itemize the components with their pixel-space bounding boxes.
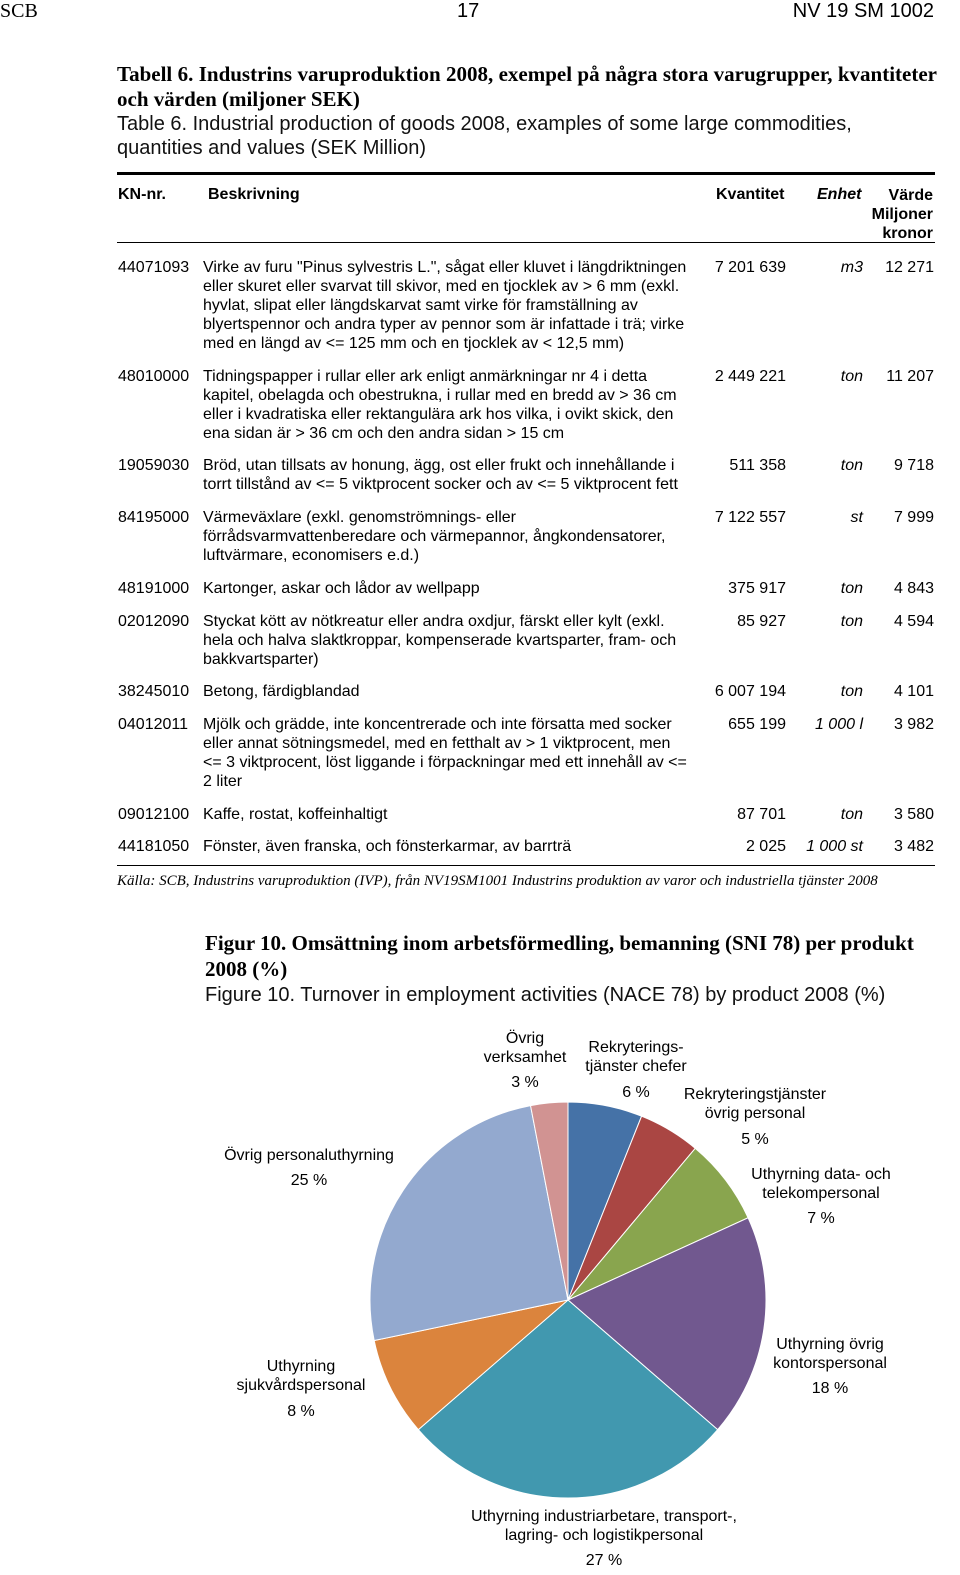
table-title-english: Table 6. Industrial production of goods 2008, examples of some large commodities, quantities and values (SEK Million) — [117, 113, 852, 159]
row-description: Värmeväxlare (exkl. genomströmnings- eller förrådsvarmvattenberedare och värmepannor, ångkondensatorer, luftvärmare, economisers e.d.) — [203, 509, 666, 564]
pie-slice-percent: 27 % — [585, 1552, 623, 1569]
row-quantity: 87 701 — [737, 806, 786, 823]
row-kn: 19059030 — [118, 457, 190, 474]
row-value: 3 580 — [893, 806, 934, 823]
row-description: Betong, färdigblandad — [203, 683, 360, 700]
row-quantity: 85 927 — [737, 613, 786, 630]
col-header-description: Beskrivning — [208, 186, 300, 203]
pie-slice-label: Uthyrning övrig kontorspersonal — [773, 1336, 887, 1372]
row-description: Kartonger, askar och lådor av wellpapp — [203, 580, 480, 597]
pie-slice-label: Uthyrning industriarbetare, transport-, lagring- och logistikpersonal — [471, 1508, 737, 1544]
row-unit: ton — [840, 613, 863, 630]
row-description: Mjölk och grädde, inte koncentrerade och inte försatta med socker eller annat sötningsmedel, med en fetthalt av > 1 viktprocent, men <= 3 viktprocent, löst liggande i förpackningar med ett innehåll av <= 2 liter — [203, 716, 687, 790]
table-title-swedish: Tabell 6. Industrins varuproduktion 2008, exempel på några stora varugrupper, kvantiteter och värden (miljoner SEK) — [117, 62, 937, 111]
row-unit: ton — [840, 368, 863, 385]
pie-slice-label: Rekryterings-tjänster chefer — [585, 1039, 687, 1075]
row-kn: 48010000 — [118, 368, 190, 385]
pie-slice-label: Uthyrning sjukvårdspersonal — [236, 1358, 366, 1394]
row-kn: 44181050 — [118, 838, 190, 855]
col-header-value-line3: kronor — [882, 225, 933, 242]
col-header-quantity: Kvantitet — [716, 186, 785, 203]
figure-title-swedish: Figur 10. Omsättning inom arbetsförmedling, bemanning (SNI 78) per produkt 2008 (%) — [205, 931, 914, 981]
row-value: 12 271 — [885, 259, 934, 276]
pie-slice-percent: 5 % — [741, 1131, 769, 1148]
page-number: 17 — [457, 0, 480, 22]
table-top-rule — [117, 172, 935, 175]
pie-slice-percent: 7 % — [807, 1210, 835, 1227]
col-header-value — [872, 186, 933, 243]
row-value: 3 982 — [893, 716, 934, 733]
table-title — [117, 62, 937, 160]
row-quantity: 2 025 — [745, 838, 786, 855]
row-quantity: 375 917 — [728, 580, 786, 597]
pie-slice-percent: 3 % — [511, 1074, 539, 1091]
row-unit: ton — [840, 806, 863, 823]
row-kn: 84195000 — [118, 509, 190, 526]
col-header-kn: KN-nr. — [118, 186, 166, 203]
pie-slice-label: Uthyrning data- och telekompersonal — [751, 1166, 891, 1202]
row-unit: st — [850, 509, 863, 526]
row-value: 9 718 — [893, 457, 934, 474]
pie-chart — [0, 1000, 960, 1575]
row-value: 3 482 — [893, 838, 934, 855]
row-quantity: 7 201 639 — [714, 259, 786, 276]
pie-slice-label: Övrig personaluthyrning — [224, 1147, 394, 1164]
col-header-value-line1: Värde — [888, 187, 933, 204]
row-description: Virke av furu "Pinus sylvestris L.", sågat eller kluvet i längdriktningen eller skuret eller svarvat till skivor, med en tjocklek av > 6 mm (exkl. hyvlat, slipat eller längdskarvat samt virke för framställning av blyertspennor och andra typer av pennor som är infattade i trä; virke med en längd av <= 125 mm och en tjocklek av < 12,5 mm) — [203, 259, 687, 352]
figure-title-english: Figure 10. Turnover in employment activities (NACE 78) by product 2008 (%) — [205, 984, 886, 1006]
pie-slice-label: Övrig verksamhet — [483, 1030, 567, 1066]
table-header-rule — [117, 242, 935, 243]
row-unit: m3 — [840, 259, 863, 276]
row-value: 11 207 — [886, 368, 934, 385]
row-unit: ton — [840, 457, 863, 474]
header-org: SCB — [0, 0, 38, 22]
pie-slice-percent: 18 % — [811, 1380, 849, 1397]
pie-slice-percent: 6 % — [622, 1084, 650, 1101]
row-kn: 09012100 — [118, 806, 190, 823]
row-kn: 48191000 — [118, 580, 190, 597]
col-header-unit: Enhet — [817, 186, 862, 203]
row-kn: 04012011 — [118, 716, 188, 733]
row-value: 4 594 — [893, 613, 934, 630]
row-quantity: 655 199 — [728, 716, 786, 733]
table-source-note: Källa: SCB, Industrins varuproduktion (IVP), från NV19SM1001 Industrins produktion av varor och industriella tjänster 2008 — [117, 873, 878, 889]
row-description: Tidningspapper i rullar eller ark enligt anmärkningar nr 4 i detta kapitel, obelagda och obestrukna, i rullar med en bredd av > 36 cm eller i kvadratiska eller rektangulära ark hos vilka, i ovikt skick, den ena sidan är > 36 cm och den andra sidan > 15 cm — [203, 368, 677, 442]
row-quantity: 7 122 557 — [714, 509, 786, 526]
row-value: 4 843 — [893, 580, 934, 597]
row-unit: ton — [840, 580, 863, 597]
col-header-value-line2: Miljoner — [871, 206, 933, 223]
pie-slice-percent: 25 % — [290, 1172, 328, 1189]
row-kn: 38245010 — [118, 683, 190, 700]
row-description: Fönster, även franska, och fönsterkarmar, av barrträ — [203, 838, 572, 855]
row-unit: 1 000 l — [814, 716, 863, 733]
row-value: 7 999 — [893, 509, 934, 526]
row-description: Kaffe, rostat, koffeinhaltigt — [203, 806, 388, 823]
row-quantity: 2 449 221 — [714, 368, 786, 385]
row-unit: 1 000 st — [806, 838, 863, 855]
row-description: Styckat kött av nötkreatur eller andra oxdjur, färskt eller kylt (exkl. hela och halva slaktkroppar, kompenserade kvartsparter, fram- och bakkvartsparter) — [203, 613, 677, 668]
row-description: Bröd, utan tillsats av honung, ägg, ost eller frukt och innehållande i torrt tillstånd av <= 5 viktprocent socker och av <= 5 viktprocent fett — [203, 457, 678, 493]
row-quantity: 6 007 194 — [714, 683, 786, 700]
report-id: NV 19 SM 1002 — [792, 0, 934, 22]
page-header — [0, 0, 960, 28]
row-value: 4 101 — [893, 683, 934, 700]
pie-slice-label: Rekryteringstjänster övrig personal — [683, 1086, 827, 1122]
row-quantity: 511 358 — [729, 457, 786, 474]
row-unit: ton — [840, 683, 863, 700]
pie-slice-percent: 8 % — [287, 1403, 315, 1420]
table-bottom-rule — [117, 865, 935, 866]
row-kn: 44071093 — [118, 259, 190, 276]
row-kn: 02012090 — [118, 613, 190, 630]
figure-title — [205, 930, 925, 1008]
